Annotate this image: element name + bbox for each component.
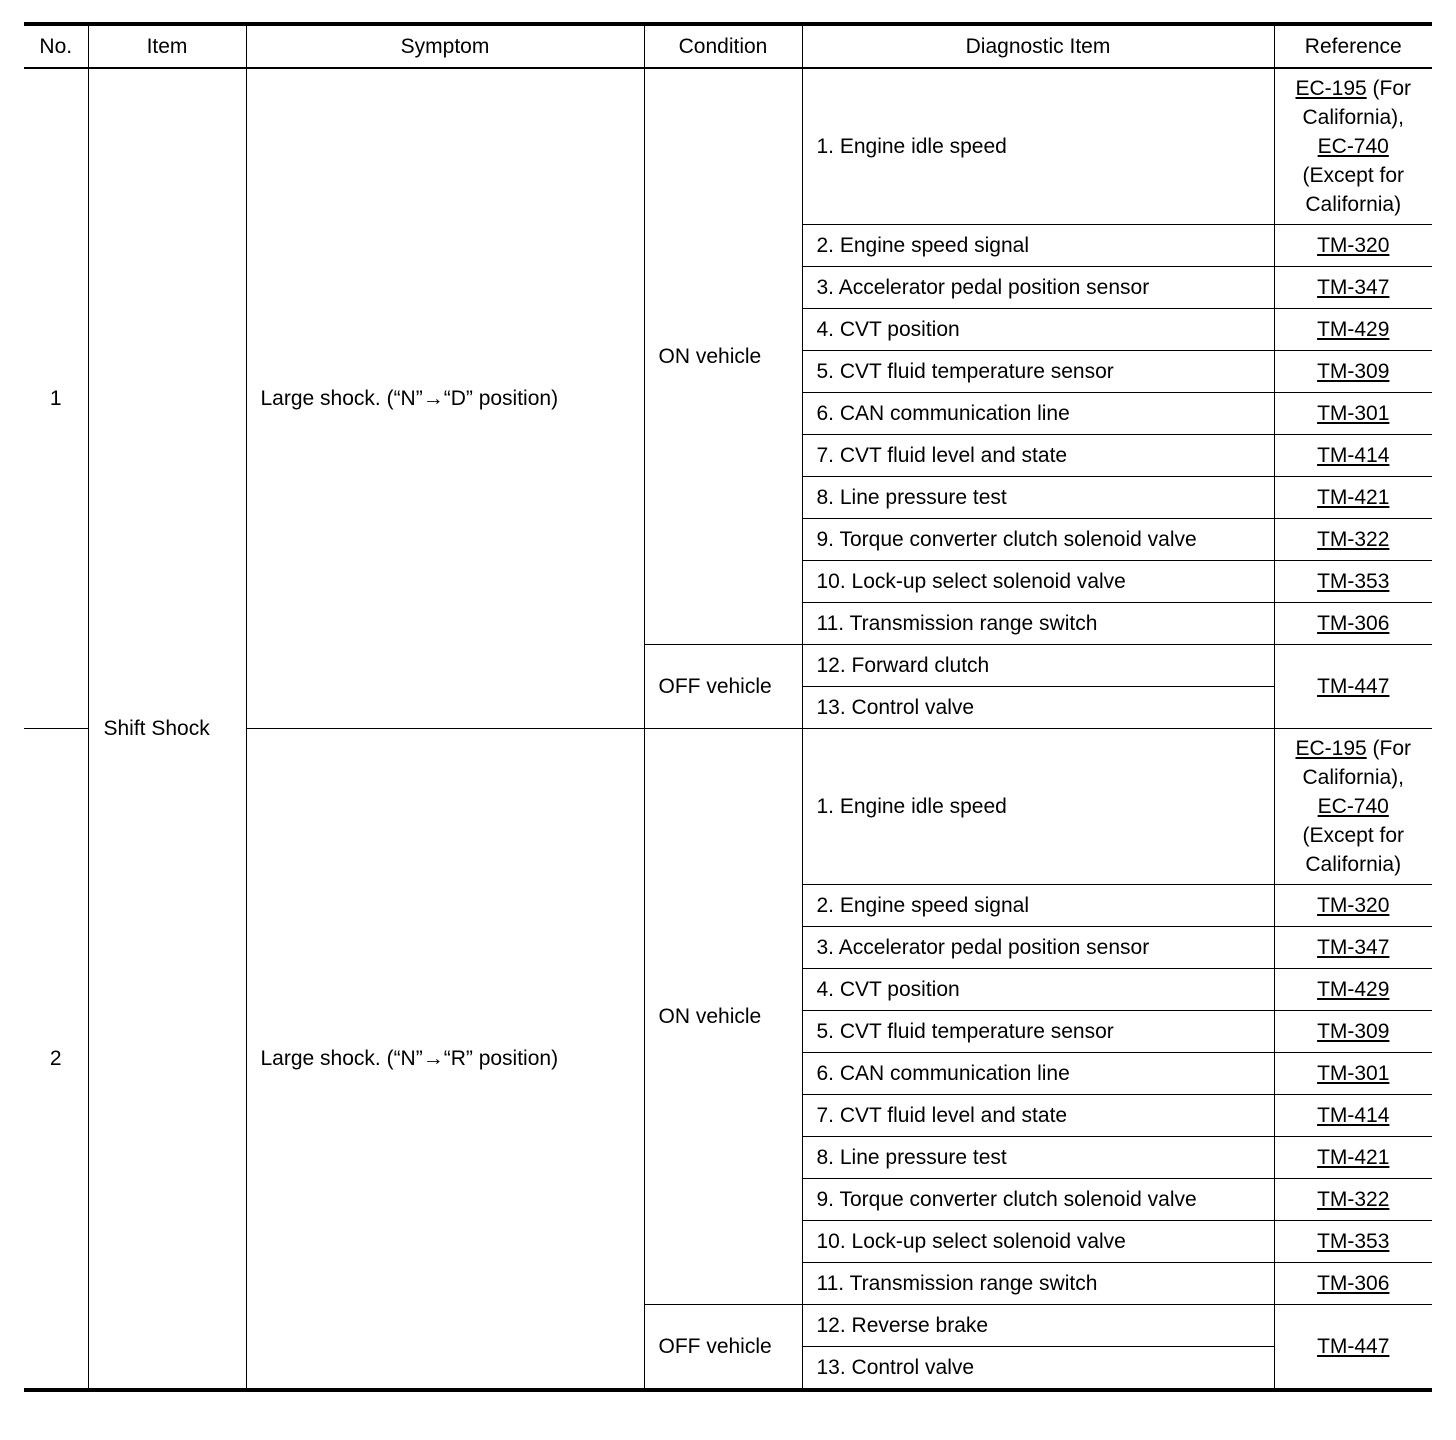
- diagnostic-item: 2. Engine speed signal: [802, 225, 1274, 267]
- reference-cell: [1274, 393, 1432, 435]
- reference-note: (Except for California): [1302, 164, 1405, 216]
- diagnostic-item: 8. Line pressure test: [802, 477, 1274, 519]
- reference-link[interactable]: TM-301: [1317, 1062, 1390, 1085]
- reference-link[interactable]: TM-421: [1317, 486, 1390, 509]
- diagnostic-item: 9. Torque converter clutch solenoid valve: [802, 1179, 1274, 1221]
- reference-cell: [1274, 603, 1432, 645]
- diagnostic-item: 8. Line pressure test: [802, 1137, 1274, 1179]
- reference-note: (Except for California): [1302, 824, 1405, 876]
- diagnostic-item: 12. Reverse brake: [802, 1305, 1274, 1347]
- diagnostic-item: 5. CVT fluid temperature sensor: [802, 1011, 1274, 1053]
- reference-cell: [1274, 969, 1432, 1011]
- reference-link[interactable]: TM-353: [1317, 570, 1390, 593]
- reference-cell: [1274, 351, 1432, 393]
- reference-cell: [1274, 1011, 1432, 1053]
- diagnostic-item: 7. CVT fluid level and state: [802, 435, 1274, 477]
- reference-cell: [1274, 1221, 1432, 1263]
- condition-on-vehicle: ON vehicle: [644, 68, 802, 645]
- reference-link[interactable]: TM-347: [1317, 276, 1390, 299]
- diagnostic-item: 1. Engine idle speed: [802, 729, 1274, 885]
- reference-note: (For California),: [1302, 77, 1412, 129]
- diagnostic-item: 11. Transmission range switch: [802, 1263, 1274, 1305]
- reference-link[interactable]: TM-353: [1317, 1230, 1390, 1253]
- reference-cell: [1274, 477, 1432, 519]
- diagnostic-item: 2. Engine speed signal: [802, 885, 1274, 927]
- reference-cell: [1274, 1305, 1432, 1391]
- reference-link[interactable]: TM-447: [1317, 1335, 1390, 1358]
- reference-cell: [1274, 1179, 1432, 1221]
- diagnostic-item: 5. CVT fluid temperature sensor: [802, 351, 1274, 393]
- reference-link[interactable]: TM-322: [1317, 528, 1390, 551]
- table-row: [24, 68, 1432, 225]
- diagnostic-item: 4. CVT position: [802, 309, 1274, 351]
- header-no: No.: [24, 24, 88, 68]
- diagnostic-item: 7. CVT fluid level and state: [802, 1095, 1274, 1137]
- reference-cell: [1274, 561, 1432, 603]
- reference-cell: [1274, 927, 1432, 969]
- diagnostic-item: 4. CVT position: [802, 969, 1274, 1011]
- reference-cell: [1274, 519, 1432, 561]
- diagnostic-item: 6. CAN communication line: [802, 393, 1274, 435]
- symptom-cell: Large shock. (“N”→“R” position): [246, 729, 644, 1391]
- reference-link[interactable]: TM-320: [1317, 234, 1390, 257]
- diagnostic-item: 3. Accelerator pedal position sensor: [802, 927, 1274, 969]
- diagnostic-item: 12. Forward clutch: [802, 645, 1274, 687]
- reference-link[interactable]: TM-306: [1317, 1272, 1390, 1295]
- reference-cell: [1274, 729, 1432, 885]
- diagnostic-item: 6. CAN communication line: [802, 1053, 1274, 1095]
- reference-link[interactable]: TM-309: [1317, 360, 1390, 383]
- reference-cell: [1274, 1263, 1432, 1305]
- reference-link[interactable]: TM-447: [1317, 675, 1390, 698]
- reference-link[interactable]: EC-740: [1317, 135, 1389, 158]
- reference-link[interactable]: TM-309: [1317, 1020, 1390, 1043]
- header-symptom: Symptom: [246, 24, 644, 68]
- header-diagnostic-item: Diagnostic Item: [802, 24, 1274, 68]
- reference-cell: [1274, 1137, 1432, 1179]
- reference-cell: [1274, 885, 1432, 927]
- reference-link[interactable]: TM-306: [1317, 612, 1390, 635]
- reference-cell: [1274, 1095, 1432, 1137]
- diagnostic-item: 13. Control valve: [802, 687, 1274, 729]
- diagnosis-table: [24, 22, 1432, 1392]
- reference-note: (For California),: [1302, 737, 1412, 789]
- diagnostic-item: 13. Control valve: [802, 1347, 1274, 1391]
- reference-link[interactable]: TM-322: [1317, 1188, 1390, 1211]
- item-name: Shift Shock: [88, 68, 246, 1390]
- reference-link[interactable]: EC-195: [1295, 77, 1367, 100]
- header-item: Item: [88, 24, 246, 68]
- header-condition: Condition: [644, 24, 802, 68]
- diagnostic-item: 3. Accelerator pedal position sensor: [802, 267, 1274, 309]
- reference-link[interactable]: TM-429: [1317, 318, 1390, 341]
- diagnostic-item: 11. Transmission range switch: [802, 603, 1274, 645]
- condition-off-vehicle: OFF vehicle: [644, 645, 802, 729]
- row-number: 2: [24, 729, 88, 1391]
- reference-link[interactable]: EC-195: [1295, 737, 1367, 760]
- condition-on-vehicle: ON vehicle: [644, 729, 802, 1305]
- header-row: [24, 24, 1432, 68]
- reference-cell: [1274, 267, 1432, 309]
- reference-link[interactable]: TM-421: [1317, 1146, 1390, 1169]
- reference-cell: [1274, 309, 1432, 351]
- header-reference: Reference: [1274, 24, 1432, 68]
- reference-link[interactable]: TM-429: [1317, 978, 1390, 1001]
- symptom-cell: Large shock. (“N”→“D” position): [246, 68, 644, 729]
- reference-cell: [1274, 435, 1432, 477]
- diagnostic-item: 9. Torque converter clutch solenoid valve: [802, 519, 1274, 561]
- reference-link[interactable]: TM-414: [1317, 1104, 1390, 1127]
- reference-link[interactable]: TM-320: [1317, 894, 1390, 917]
- reference-cell: [1274, 645, 1432, 729]
- diagnostic-item: 10. Lock-up select solenoid valve: [802, 561, 1274, 603]
- reference-link[interactable]: TM-414: [1317, 444, 1390, 467]
- diagnostic-item: 1. Engine idle speed: [802, 68, 1274, 225]
- reference-link[interactable]: EC-740: [1317, 795, 1389, 818]
- reference-link[interactable]: TM-347: [1317, 936, 1390, 959]
- reference-cell: [1274, 1053, 1432, 1095]
- diagnostic-item: 10. Lock-up select solenoid valve: [802, 1221, 1274, 1263]
- reference-cell: [1274, 68, 1432, 225]
- condition-off-vehicle: OFF vehicle: [644, 1305, 802, 1391]
- reference-cell: [1274, 225, 1432, 267]
- row-number: 1: [24, 68, 88, 729]
- reference-link[interactable]: TM-301: [1317, 402, 1390, 425]
